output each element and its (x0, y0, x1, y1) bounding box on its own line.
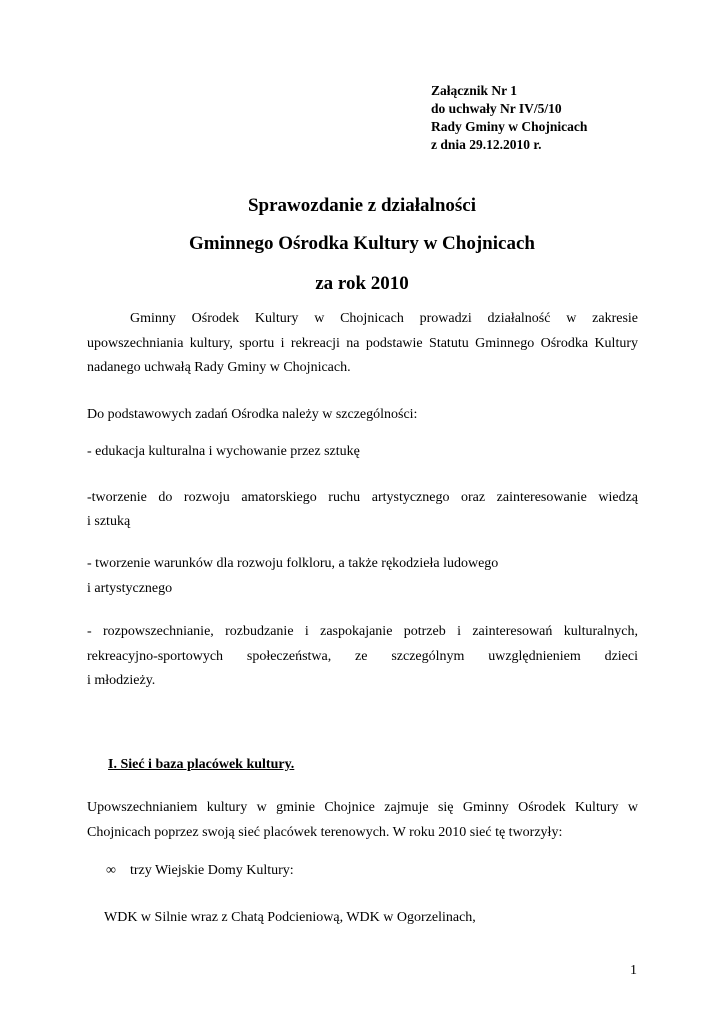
wdk-line: WDK w Silnie wraz z Chatą Podcieniową, WDK w Ogorzelinach, (104, 910, 476, 925)
task-item-2-line-1: -tworzenie do rozwoju amatorskiego ruchu artystycznego oraz zainteresowanie wiedzą (87, 490, 638, 505)
task-item-4-main: - rozpowszechnianie, rozbudzanie i zaspokajanie potrzeb i zainteresowań kulturalnych, rekreacyjno-sportowych społeczeństwa, ze szczególnym uwzględnieniem dzieci (87, 624, 638, 664)
document-title-line-1: Sprawozdanie z działalności (247, 195, 476, 216)
annex-line-1: Załącznik Nr 1 (431, 83, 518, 98)
annex-header (431, 82, 587, 154)
task-item-1: - edukacja kulturalna i wychowanie przez sztukę (87, 444, 360, 459)
bullet-item-text: trzy Wiejskie Domy Kultury: (130, 863, 294, 878)
page-number: 1 (630, 963, 637, 978)
document-title-line-2: Gminnego Ośrodka Kultury w Chojnicach (189, 233, 535, 254)
task-item-3-line-1: - tworzenie warunków dla rozwoju folkloru, a także rękodzieła ludowego (87, 556, 499, 571)
intro-paragraph: Gminny Ośrodek Kultury w Chojnicach prowadzi działalność w zakresie upowszechniania kultury, sportu i rekreacji na podstawie Statutu Gminnego Ośrodka Kultury nadanego uchwałą Rady Gminy w Chojnicach. (87, 311, 638, 375)
annex-line-3: Rady Gminy w Chojnicach (431, 119, 588, 134)
document-title-line-3: za rok 2010 (315, 273, 409, 294)
section-heading: I. Sieć i baza placówek kultury. (108, 757, 295, 772)
bullet-item (106, 863, 294, 879)
annex-line-4: z dnia 29.12.2010 r. (431, 137, 542, 152)
infinity-bullet-icon: ∞ (106, 863, 116, 878)
tasks-lead: Do podstawowych zadań Ośrodka należy w szczególności: (87, 407, 418, 422)
task-item-4-line-3: i młodzieży. (87, 673, 156, 688)
section-paragraph: Upowszechnianiem kultury w gminie Chojnice zajmuje się Gminny Ośrodek Kultury w Chojnicach poprzez swoją sieć placówek terenowych. W roku 2010 sieć tę tworzyły: (87, 800, 638, 840)
task-item-3-line-2: i artystycznego (87, 581, 173, 596)
annex-line-2: do uchwały Nr IV/5/10 (431, 101, 562, 116)
task-item-2-line-2: i sztuką (87, 514, 131, 529)
